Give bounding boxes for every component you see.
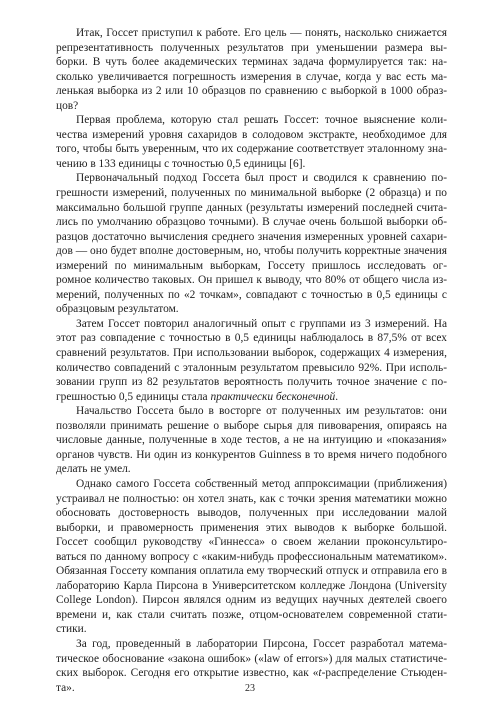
paragraph-text: Первоначальный подход Госсета был прост и сводился к сравнению погрешности измерений, полученных по минимальной выборке (2 образца) и по максимально большой группе данных (результаты измерений последней считaлись по умолчанию образцово точными). В случае очень большой выборки образцов достаточно вычисления среднего значения измеренных уровней сахаридов — оно будет вполне достоверным, но, чтобы получить корректные значения измерений по минимальным выборкам, Госсету пришлось исследовать огромное количество таковых. Он пришел к выводу, что 80% от общего числа измерений, полученных по «2 точкам», совпадают с точностью в 0,5 единицы с образцовым результатом. bbox=[56, 172, 447, 316]
paragraph-text: Первая проблема, которую стал решать Госсет: точное выяснение количества измерений уровня сахаридов в солодовом экстракте, необходимое для того, чтобы быть уверенным, что их содержание соответствует эталонному значению в 133 единицы с точностью 0,5 единицы [6]. bbox=[56, 114, 447, 170]
paragraph-6 bbox=[56, 477, 447, 637]
paragraph-5 bbox=[56, 404, 447, 477]
paragraph-emphasis: t bbox=[318, 667, 322, 680]
paragraph-text: Начальство Госсета было в восторге от полученных им результатов: они позволяли принимать решение о выборе сырья для пивоварения, опираясь на числовые данные, полученные в ходе тестов, а не на интуицию и «показания» органов чувств. Ни один из конкурентов Guinness в то время ничего подобного делать не умел. bbox=[56, 405, 447, 476]
paragraph-text: За год, проведенный в лаборатории Пирсона, Госсет разработал математическое обоснование «закона ошибок» («law of errors») для малых статистических выборок. Сегодня его открытие известно, как « bbox=[56, 637, 447, 680]
paragraph-text: Затем Госсет повторил аналогичный опыт с группами из 3 измерений. На этот раз совпадение с точностью в 0,5 единицы наблюдалось в 87,5% от всех сравнений результатов. При использовании выборок, содержащих 4 измерения, количество совпадений с эталонным результатом превысило 92%. При использовании групп из 82 результатов вероятность получить точное значение с погрешностью 0,5 единицы стала bbox=[56, 317, 447, 403]
paragraph-1 bbox=[56, 26, 447, 113]
paragraph-3 bbox=[56, 171, 447, 316]
paragraph-tail: -распределение Стьюдента». bbox=[56, 667, 447, 694]
paragraph-text: Однако самого Госсета собственный метод аппроксимации (приближения) устраивал не полностью: он хотел знать, как с точки зрения математики можно обосновать достоверность выводов, полученных при исследовании малой выборки, и правомерность применения этих выводов к выборке большой. Госсет сообщил руководству «Гиннесса» о своем желании проконсультироваться по данному вопросу с «каким-нибудь профессиональным математиком». Обязанная Госсету компания оплатила ему творческий отпуск и отправила его в лабораторию Карла Пирсона в Университетском колледже Лондона (University College London). Пирсон являлся одним из ведущих научных деятелей своего времени и, как стали считать позже, отцом-основателем современной статистики. bbox=[56, 477, 447, 636]
paragraph-4 bbox=[56, 317, 447, 404]
paragraph-tail: . bbox=[335, 390, 339, 403]
paragraph-emphasis: практически бесконечной bbox=[210, 390, 336, 403]
paragraph-2 bbox=[56, 113, 447, 171]
paragraph-text: Итак, Госсет приступил к работе. Его цель — понять, насколько снижается репрезентативность полученных результатов при уменьшении размера выборки. В чуть более академических терминах задача формулируется так: насколько увеличивается погрешность измерения в случае, когда у вас есть маленькая выборка из 2 или 10 образцов по сравнению с выборкой в 1000 образцов? bbox=[56, 27, 447, 112]
page-number: 23 bbox=[245, 683, 255, 694]
